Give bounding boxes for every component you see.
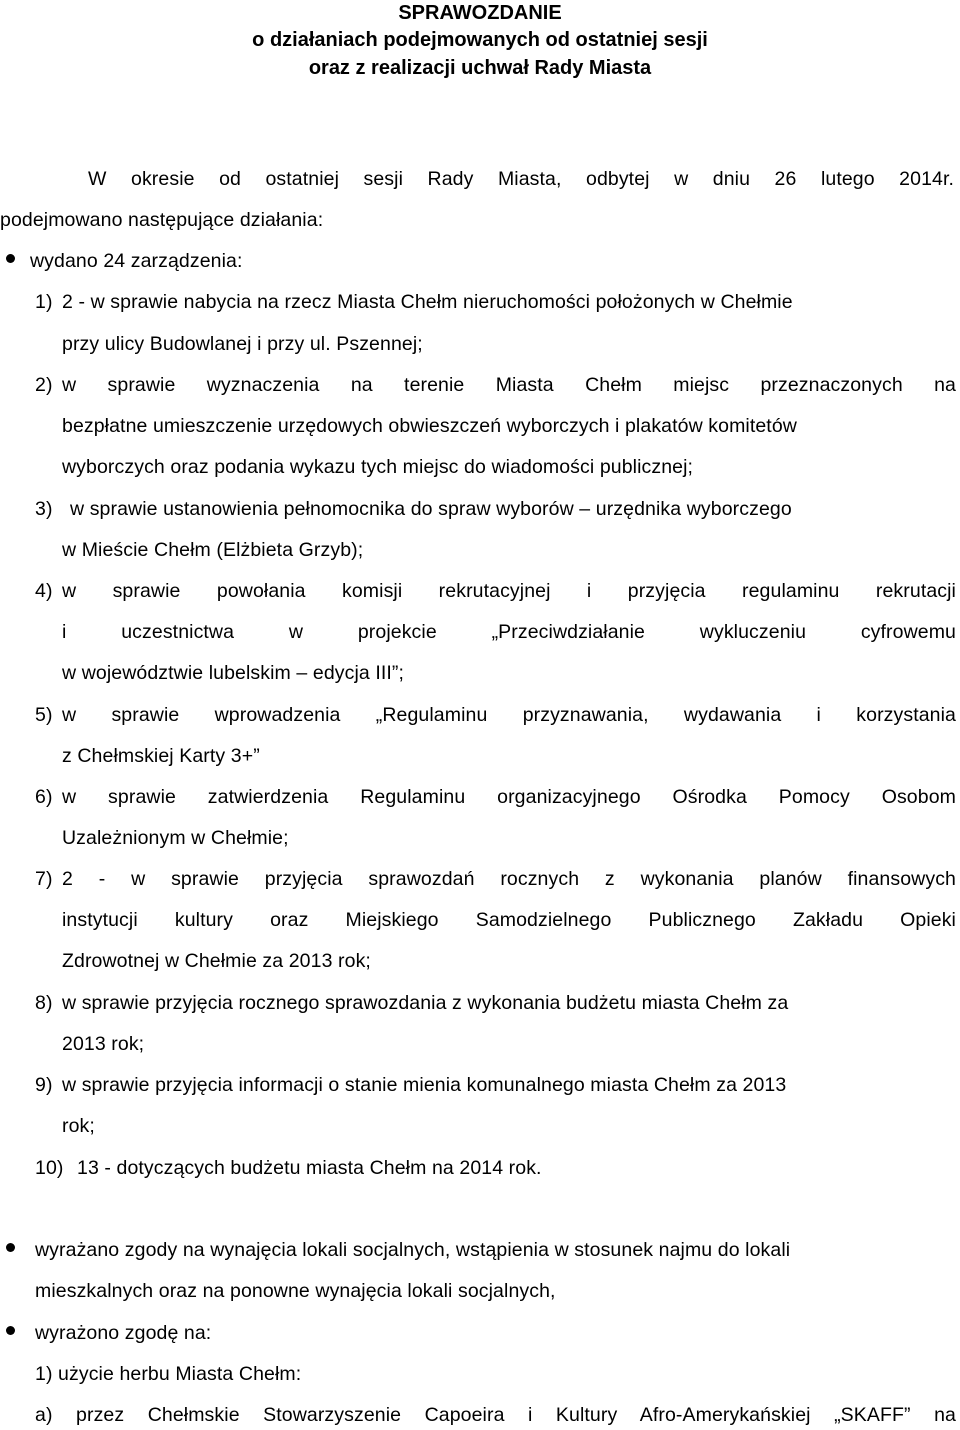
item-4-line-3: w województwie lubelskim – edycja III”;	[62, 662, 405, 684]
item-number: 6)	[35, 786, 53, 808]
bullet-icon	[6, 1243, 15, 1252]
item-6-line-1: w sprawie zatwierdzenia Regulaminu organizacyjnego Ośrodka Pomocy Osobom	[62, 786, 956, 808]
item-5-line-1: w sprawie wprowadzenia „Regulaminu przyznawania, wydawania i korzystania	[62, 704, 956, 726]
intro-line-1: W okresie od ostatniej sesji Rady Miasta, odbytej w dniu 26 lutego 2014r.	[88, 168, 954, 190]
item-8-line-1: w sprawie przyjęcia rocznego sprawozdania z wykonania budżetu miasta Chełm za	[62, 992, 789, 1014]
report-subtitle-1: o działaniach podejmowanych od ostatniej sesji	[252, 29, 708, 51]
section2-line-1: wyrażano zgody na wynajęcia lokali socjalnych, wstąpienia w stosunek najmu do lokali	[35, 1239, 791, 1261]
section3-sub-a: a) przez Chełmskie Stowarzyszenie Capoeira i Kultury Afro-Amerykańskiej „SKAFF” na	[35, 1404, 956, 1426]
section1-heading: wydano 24 zarządzenia:	[30, 250, 243, 272]
item-number: 10)	[35, 1157, 64, 1179]
report-title: SPRAWOZDANIE	[398, 2, 562, 24]
item-9-line-1: w sprawie przyjęcia informacji o stanie mienia komunalnego miasta Chełm za 2013	[62, 1074, 787, 1096]
item-9-line-2: rok;	[62, 1115, 95, 1137]
item-number: 7)	[35, 868, 53, 890]
section2-line-2: mieszkalnych oraz na ponowne wynajęcia lokali socjalnych,	[35, 1280, 556, 1302]
item-number: 8)	[35, 992, 53, 1014]
item-2-line-1: w sprawie wyznaczenia na terenie Miasta Chełm miejsc przeznaczonych na	[62, 374, 956, 396]
item-number: 2)	[35, 374, 53, 396]
item-4-line-2: i uczestnictwa w projekcie „Przeciwdziałanie wykluczeniu cyfrowemu	[62, 621, 956, 643]
item-number: 3)	[35, 498, 53, 520]
item-2-line-3: wyborczych oraz podania wykazu tych miejsc do wiadomości publicznej;	[62, 456, 694, 478]
item-6-line-2: Uzależnionym w Chełmie;	[62, 827, 289, 849]
section3-sub-1: 1) użycie herbu Miasta Chełm:	[35, 1363, 302, 1385]
bullet-icon	[6, 1326, 15, 1335]
item-2-line-2: bezpłatne umieszczenie urzędowych obwieszczeń wyborczych i plakatów komitetów	[62, 415, 797, 437]
item-1-line-2: przy ulicy Budowlanej i przy ul. Pszennej;	[62, 333, 423, 355]
item-number: 1)	[35, 291, 53, 313]
item-7-line-2: instytucji kultury oraz Miejskiego Samodzielnego Publicznego Zakładu Opieki	[62, 909, 956, 931]
item-5-line-2: z Chełmskiej Karty 3+”	[62, 745, 260, 767]
item-7-line-1: 2 - w sprawie przyjęcia sprawozdań rocznych z wykonania planów finansowych	[62, 868, 956, 890]
item-3-line-2: w Mieście Chełm (Elżbieta Grzyb);	[62, 539, 364, 561]
item-number: 5)	[35, 704, 53, 726]
section3-heading: wyrażono zgodę na:	[35, 1322, 212, 1344]
item-7-line-3: Zdrowotnej w Chełmie za 2013 rok;	[62, 950, 371, 972]
item-4-line-1: w sprawie powołania komisji rekrutacyjnej i przyjęcia regulaminu rekrutacji	[62, 580, 956, 602]
item-10-line-1: 13 - dotyczących budżetu miasta Chełm na 2014 rok.	[77, 1157, 542, 1179]
report-subtitle-2: oraz z realizacji uchwał Rady Miasta	[308, 57, 652, 79]
bullet-icon	[6, 254, 15, 263]
intro-line-2: podejmowano następujące działania:	[0, 209, 324, 231]
item-number: 4)	[35, 580, 53, 602]
item-number: 9)	[35, 1074, 53, 1096]
item-3-line-1: w sprawie ustanowienia pełnomocnika do spraw wyborów – urzędnika wyborczego	[70, 498, 792, 520]
item-8-line-2: 2013 rok;	[62, 1033, 145, 1055]
item-1-line-1: 2 - w sprawie nabycia na rzecz Miasta Chełm nieruchomości położonych w Chełmie	[62, 291, 793, 313]
